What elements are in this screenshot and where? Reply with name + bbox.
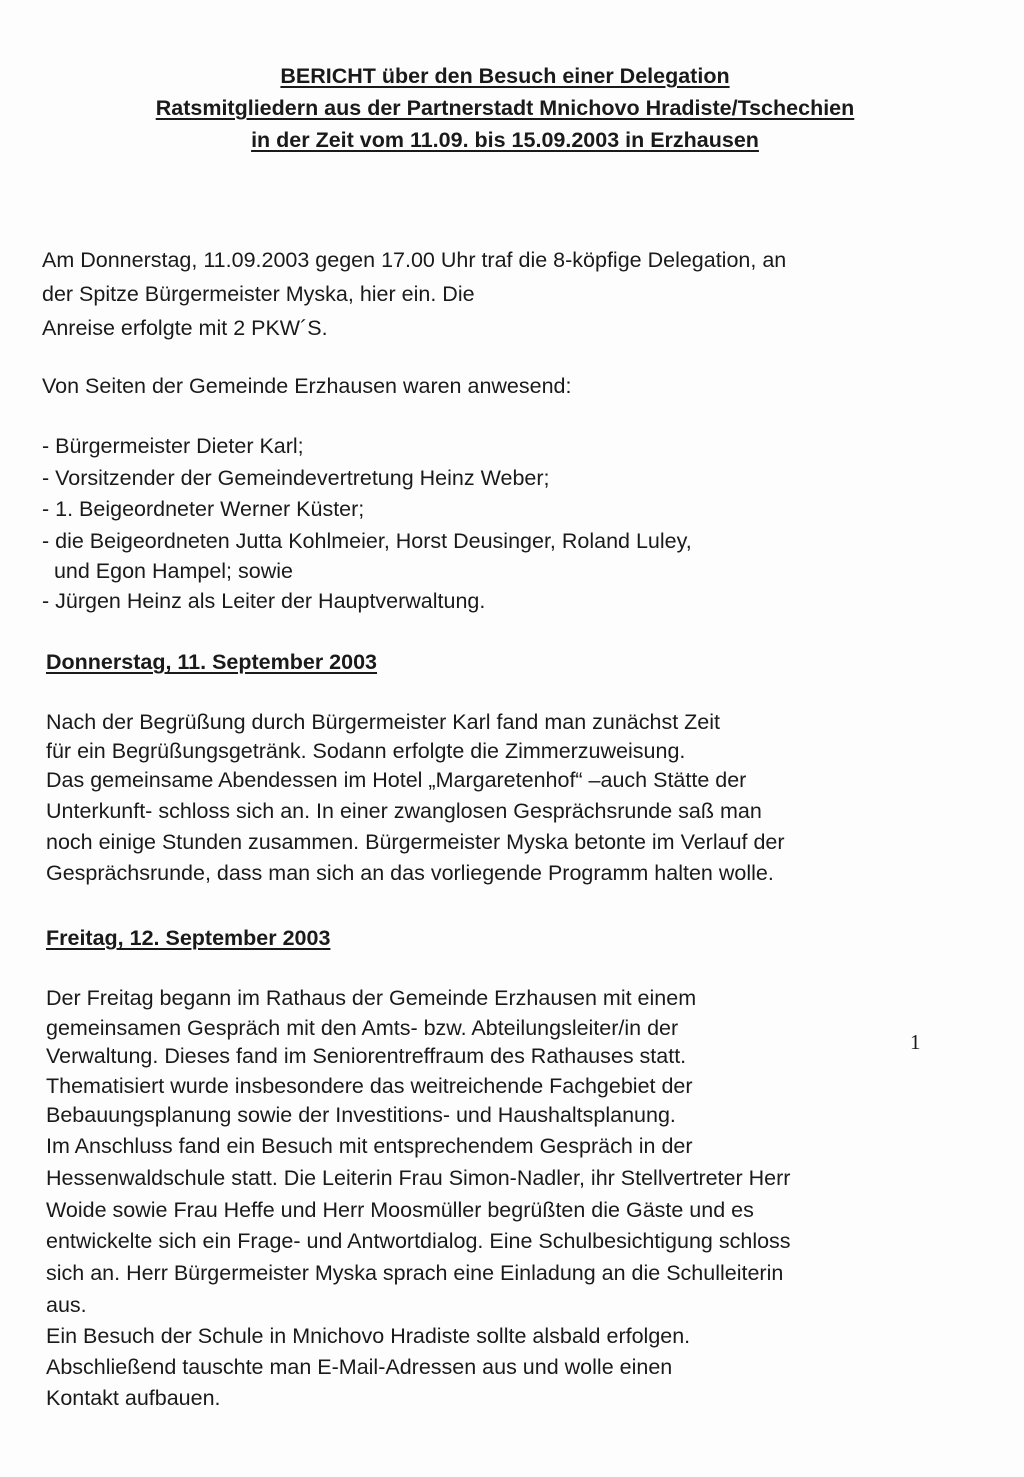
page-number: 1 — [910, 1030, 921, 1054]
title-line-2: Ratsmitgliedern aus der Partnerstadt Mnichovo Hradiste/Tschechien — [155, 96, 855, 120]
section2-line: sich an. Herr Bürgermeister Myska sprach eine Einladung an die Schulleiterin — [46, 1261, 784, 1285]
attendees-intro: Von Seiten der Gemeinde Erzhausen waren anwesend: — [42, 374, 572, 398]
section-heading-friday: Freitag, 12. September 2003 — [46, 926, 331, 950]
attendee-item: - 1. Beigeordneter Werner Küster; — [42, 497, 365, 521]
attendee-item: - Jürgen Heinz als Leiter der Hauptverwaltung. — [42, 589, 486, 613]
section1-line: für ein Begrüßungsgetränk. Sodann erfolgte die Zimmerzuweisung. — [46, 739, 686, 763]
section1-line: noch einige Stunden zusammen. Bürgermeister Myska betonte im Verlauf der — [46, 830, 785, 854]
section2-line: gemeinsamen Gespräch mit den Amts- bzw. Abteilungsleiter/in der — [46, 1016, 679, 1040]
attendee-item: - Vorsitzender der Gemeindevertretung Heinz Weber; — [42, 466, 550, 490]
section2-line: aus. — [46, 1293, 87, 1317]
title-line-3: in der Zeit vom 11.09. bis 15.09.2003 in Erzhausen — [251, 128, 759, 152]
section1-line: Gesprächsrunde, dass man sich an das vorliegende Programm halten wolle. — [46, 861, 774, 885]
intro-line: Anreise erfolgte mit 2 PKW´S. — [42, 316, 328, 340]
section2-line: Woide sowie Frau Heffe und Herr Moosmüller begrüßten die Gäste und es — [46, 1198, 754, 1222]
section2-line: Abschließend tauschte man E-Mail-Adressen aus und wolle einen — [46, 1355, 673, 1379]
section-heading-thursday: Donnerstag, 11. September 2003 — [46, 650, 378, 674]
title-line-1: BERICHT über den Besuch einer Delegation — [280, 64, 730, 88]
intro-line: Am Donnerstag, 11.09.2003 gegen 17.00 Uhr traf die 8-köpfige Delegation, an — [42, 248, 787, 272]
section1-line: Unterkunft- schloss sich an. In einer zwanglosen Gesprächsrunde saß man — [46, 799, 762, 823]
section2-line: Kontakt aufbauen. — [46, 1386, 221, 1410]
attendee-item: - die Beigeordneten Jutta Kohlmeier, Horst Deusinger, Roland Luley, — [42, 529, 692, 553]
section2-line: Verwaltung. Dieses fand im Seniorentreffraum des Rathauses statt. — [46, 1044, 687, 1068]
intro-line: der Spitze Bürgermeister Myska, hier ein. Die — [42, 282, 475, 306]
section2-line: Der Freitag begann im Rathaus der Gemeinde Erzhausen mit einem — [46, 986, 697, 1010]
section2-line: Bebauungsplanung sowie der Investitions- und Haushaltsplanung. — [46, 1103, 676, 1127]
document-title — [0, 60, 1010, 156]
attendee-item: - Bürgermeister Dieter Karl; — [42, 434, 304, 458]
attendee-item: und Egon Hampel; sowie — [42, 559, 293, 583]
section2-line: entwickelte sich ein Frage- und Antwortdialog. Eine Schulbesichtigung schloss — [46, 1229, 791, 1253]
section2-line: Thematisiert wurde insbesondere das weitreichende Fachgebiet der — [46, 1074, 693, 1098]
section2-line: Ein Besuch der Schule in Mnichovo Hradiste sollte alsbald erfolgen. — [46, 1324, 691, 1348]
section2-line: Hessenwaldschule statt. Die Leiterin Frau Simon-Nadler, ihr Stellvertreter Herr — [46, 1166, 791, 1190]
section2-line: Im Anschluss fand ein Besuch mit entsprechendem Gespräch in der — [46, 1134, 693, 1158]
section1-line: Das gemeinsame Abendessen im Hotel „Margaretenhof“ –auch Stätte der — [46, 768, 747, 792]
section1-line: Nach der Begrüßung durch Bürgermeister Karl fand man zunächst Zeit — [46, 710, 720, 734]
